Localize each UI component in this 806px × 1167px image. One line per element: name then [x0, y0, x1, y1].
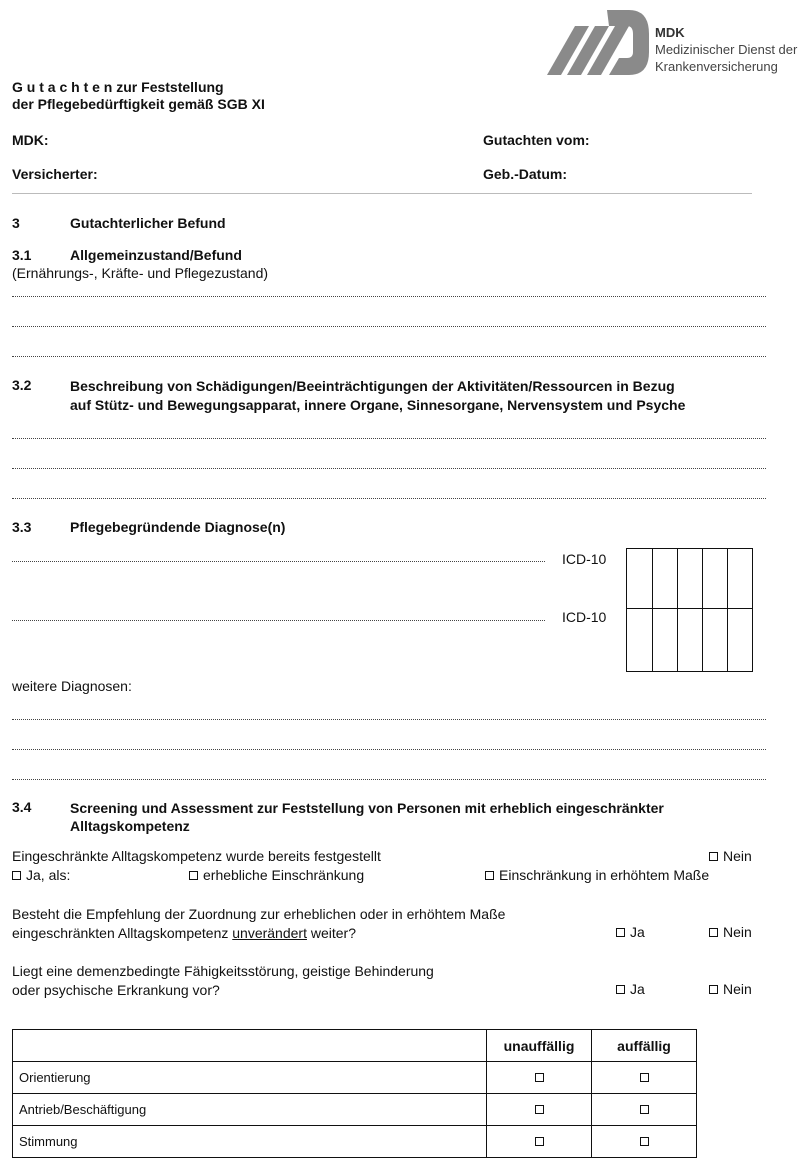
section3-4-title-line1: Screening und Assessment zur Feststellung von Personen mit erheblich eingeschränkter [70, 800, 664, 816]
checkbox[interactable] [709, 985, 718, 994]
logo-line2: Krankenversicherung [655, 59, 778, 74]
write-line[interactable] [12, 498, 766, 499]
q2-text [12, 905, 505, 943]
write-line[interactable] [12, 356, 766, 357]
q1-erheblich-label: erhebliche Einschränkung [203, 867, 365, 883]
table-row [13, 1094, 697, 1126]
mdk-field-label: MDK: [12, 132, 49, 148]
checkbox[interactable] [640, 1105, 649, 1114]
write-line[interactable] [12, 749, 766, 750]
section3-3-title: Pflegebegründende Diagnose(n) [70, 519, 286, 535]
q1-erheblich-option[interactable] [189, 867, 364, 883]
title-rest: zur Feststellung [112, 79, 224, 95]
checkbox[interactable] [640, 1073, 649, 1082]
checkbox[interactable] [535, 1137, 544, 1146]
q1-text: Eingeschränkte Alltagskompetenz wurde bereits festgestellt [12, 848, 381, 864]
q3-nein-option[interactable] [709, 981, 752, 997]
col-unauffaellig: unauffällig [487, 1030, 592, 1062]
checkbox[interactable] [535, 1105, 544, 1114]
section3-1-title: Allgemeinzustand/Befund [70, 247, 242, 263]
q1-nein-label: Nein [723, 848, 752, 864]
page-title [12, 79, 265, 113]
write-line[interactable] [12, 468, 766, 469]
checkbox[interactable] [709, 852, 718, 861]
section3-4-num: 3.4 [12, 799, 32, 815]
section3-1-subtitle: (Ernährungs-, Kräfte- und Pflegezustand) [12, 265, 269, 281]
q2-line2a: eingeschränkten Alltagskompetenz [12, 925, 233, 941]
write-line[interactable] [12, 719, 766, 720]
logo-line1: Medizinischer Dienst der [655, 42, 798, 57]
row-label: Orientierung [13, 1062, 487, 1094]
q2-line2-underlined: unverändert [232, 925, 307, 941]
section3-2-title-line2: auf Stütz- und Bewegungsapparat, innere Organe, Sinnesorgane, Nervensystem und Psyche [70, 397, 686, 413]
versicherter-label: Versicherter: [12, 166, 98, 182]
checkbox[interactable] [12, 871, 21, 880]
geb-datum-label: Geb.-Datum: [483, 166, 567, 182]
title-line2: der Pflegebedürftigkeit gemäß SGB XI [12, 96, 265, 112]
q3-nein-label: Nein [723, 981, 752, 997]
table-row [13, 1062, 697, 1094]
section3-2-num: 3.2 [12, 377, 32, 393]
row-label: Stimmung [13, 1126, 487, 1158]
checkbox[interactable] [485, 871, 494, 880]
diagnosis-line-2[interactable] [12, 620, 545, 621]
col-auffaellig: auffällig [592, 1030, 697, 1062]
write-line[interactable] [12, 438, 766, 439]
section3-2-title-line1: Beschreibung von Schädigungen/Beeinträchtigungen der Aktivitäten/Ressourcen in Bezug [70, 378, 675, 394]
row-label: Antrieb/Beschäftigung [13, 1094, 487, 1126]
checkbox[interactable] [616, 928, 625, 937]
section3-num: 3 [12, 215, 20, 231]
checkbox[interactable] [709, 928, 718, 937]
q2-line1: Besteht die Empfehlung der Zuordnung zur erheblichen oder in erhöhtem Maße [12, 906, 506, 922]
checkbox[interactable] [616, 985, 625, 994]
q1-erhoeht-label: Einschränkung in erhöhtem Maße [499, 867, 710, 883]
checkbox[interactable] [640, 1137, 649, 1146]
gutachten-vom-label: Gutachten vom: [483, 132, 590, 148]
q2-nein-label: Nein [723, 924, 752, 940]
q3-ja-option[interactable] [616, 981, 645, 997]
q1-erhoeht-option[interactable] [485, 867, 709, 883]
q1-ja-option[interactable] [12, 867, 70, 883]
checkbox[interactable] [535, 1073, 544, 1082]
table-header-row [13, 1030, 697, 1062]
section3-3-num: 3.3 [12, 519, 32, 535]
section3-4-title [70, 799, 664, 835]
table-header-empty [13, 1030, 487, 1062]
logo-abbr: MDK [655, 25, 685, 40]
section3-title: Gutachterlicher Befund [70, 215, 226, 231]
icd-label-1: ICD-10 [562, 551, 607, 567]
icd-label-2: ICD-10 [562, 609, 607, 625]
weitere-diagnosen-label: weitere Diagnosen: [12, 678, 132, 694]
assessment-table [12, 1029, 697, 1158]
logo-text [655, 24, 797, 75]
header-divider [12, 193, 752, 194]
q3-text [12, 962, 434, 1000]
icd-code-grid[interactable] [626, 548, 753, 672]
mdk-logo-mark [545, 8, 649, 76]
write-line[interactable] [12, 296, 766, 297]
q3-line1: Liegt eine demenzbedingte Fähigkeitsstörung, geistige Behinderung [12, 963, 434, 979]
q1-nein-option[interactable] [709, 848, 752, 864]
q2-ja-option[interactable] [616, 924, 645, 940]
write-line[interactable] [12, 779, 766, 780]
q1-ja-label: Ja, als: [26, 867, 71, 883]
q2-nein-option[interactable] [709, 924, 752, 940]
section3-4-title-line2: Alltagskompetenz [70, 818, 190, 834]
diagnosis-line-1[interactable] [12, 561, 545, 562]
q2-ja-label: Ja [630, 924, 645, 940]
q3-line2: oder psychische Erkrankung vor? [12, 982, 220, 998]
checkbox[interactable] [189, 871, 198, 880]
q2-line2b: weiter? [306, 925, 356, 941]
table-row [13, 1126, 697, 1158]
q3-ja-label: Ja [630, 981, 645, 997]
title-spaced: G u t a c h t e n [12, 79, 113, 95]
write-line[interactable] [12, 326, 766, 327]
section3-2-title [70, 377, 685, 415]
section3-1-num: 3.1 [12, 247, 32, 263]
